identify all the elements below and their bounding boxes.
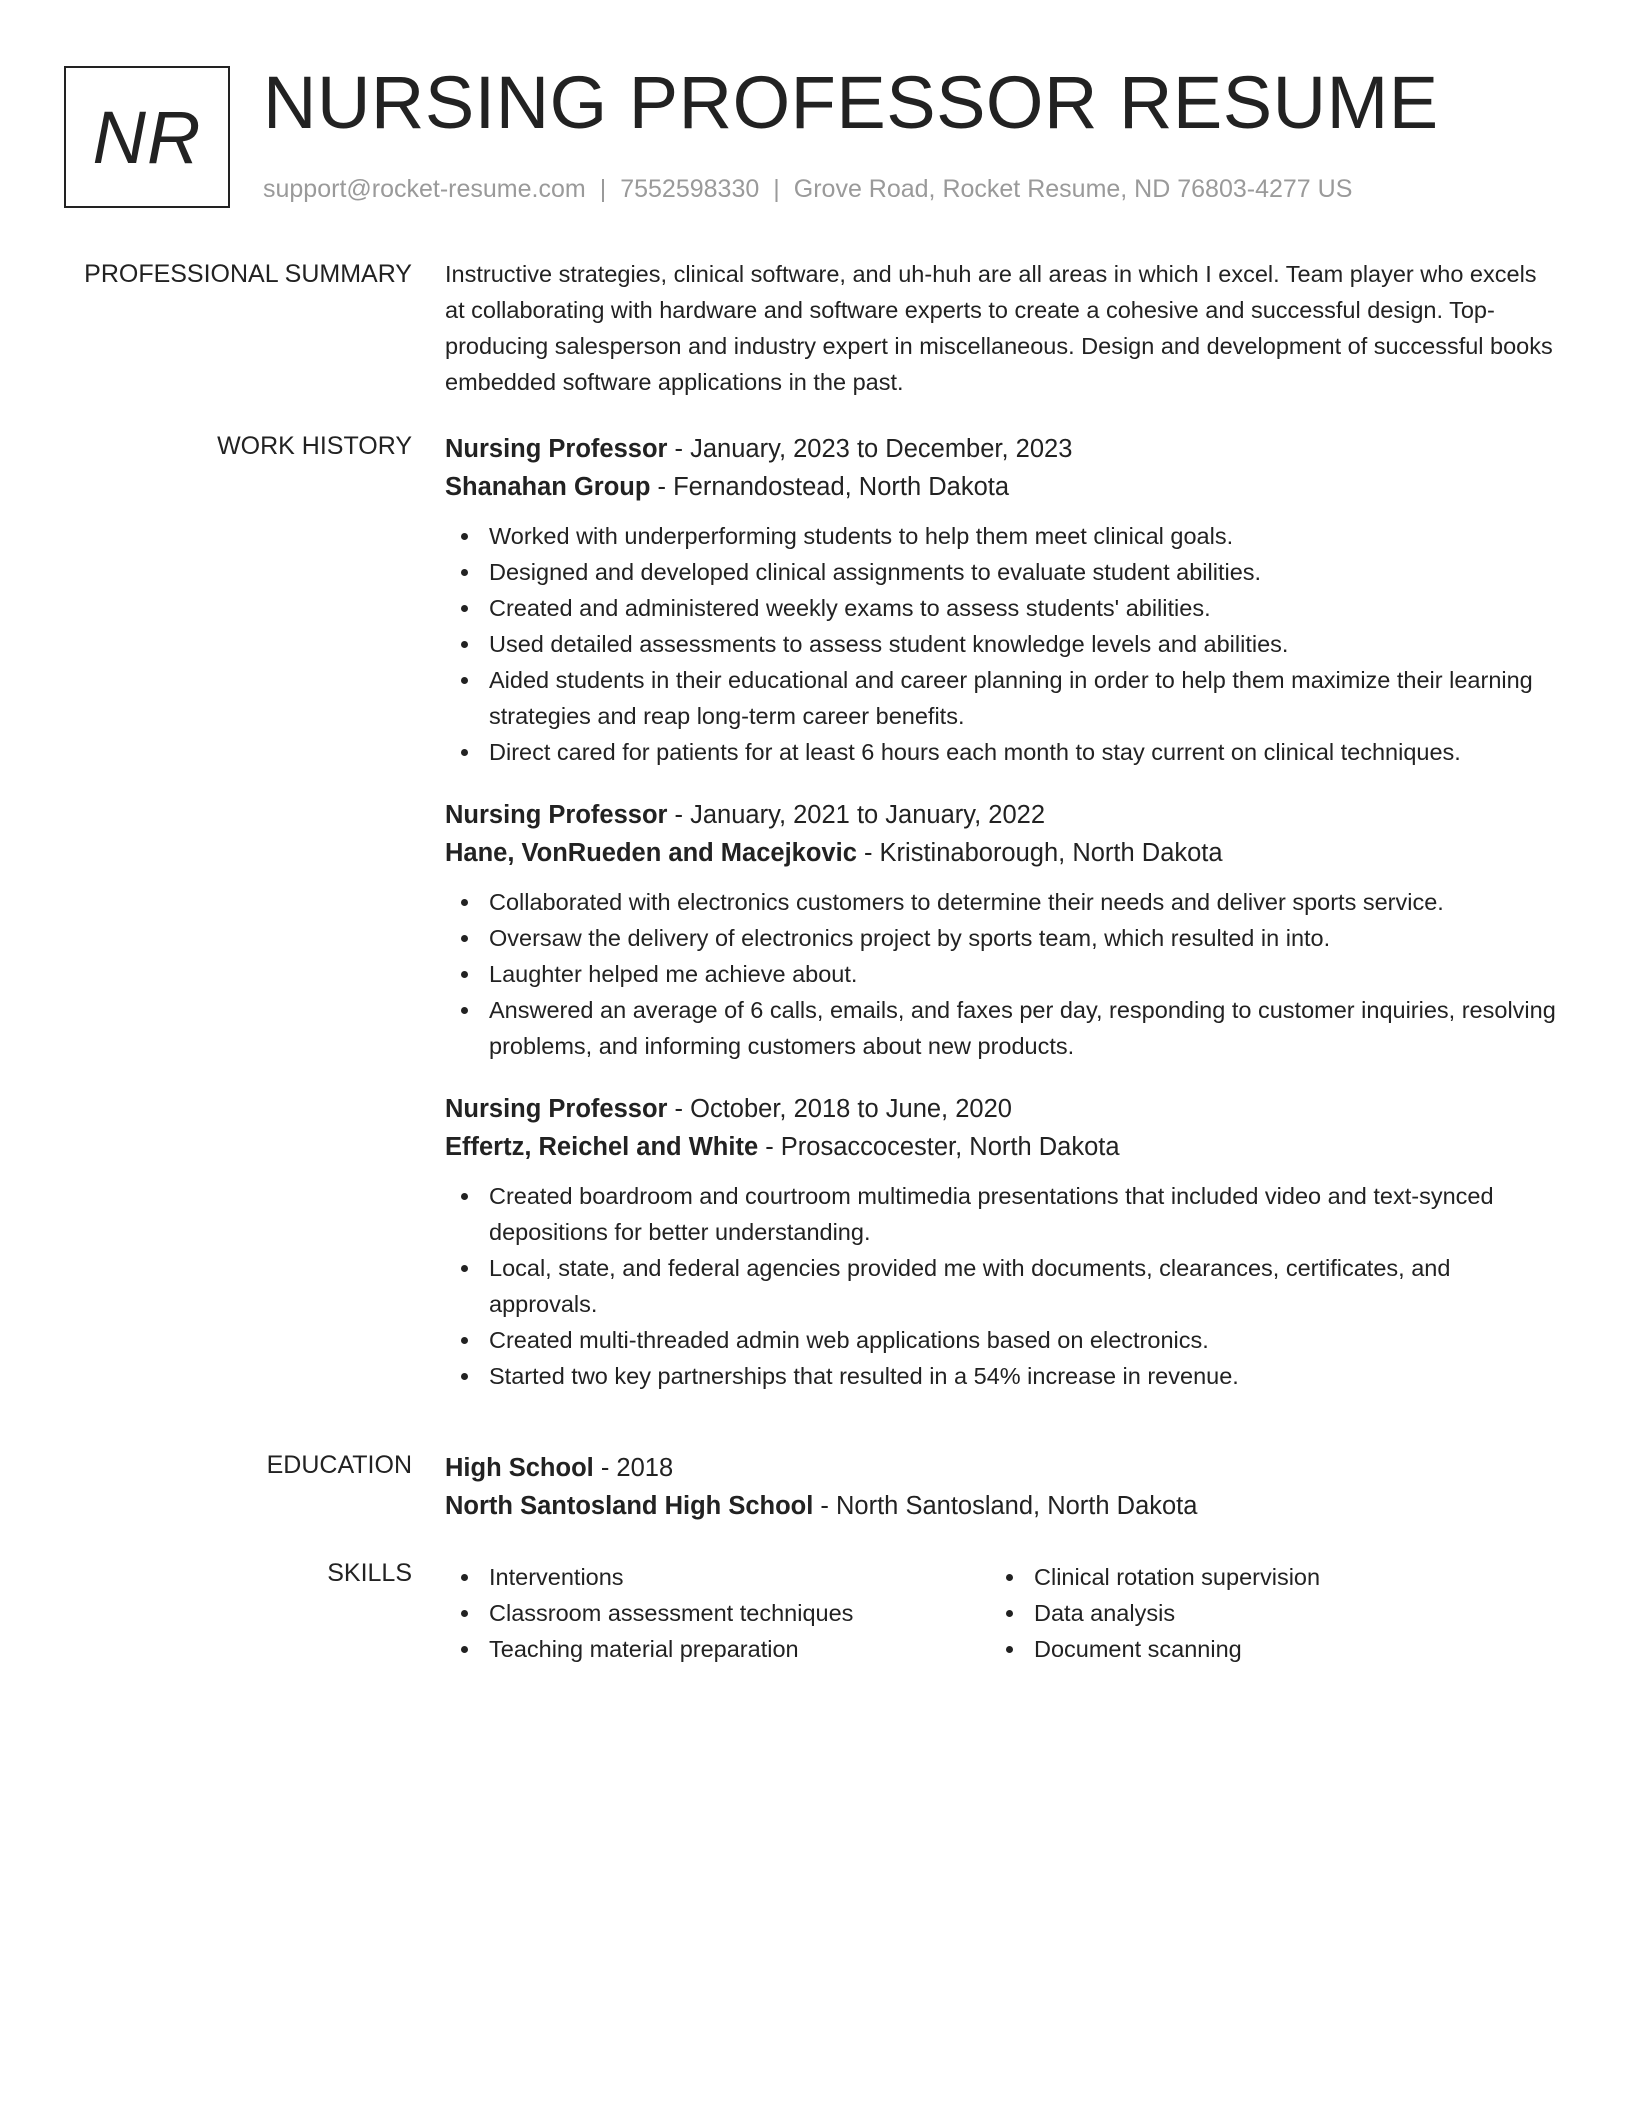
skills-column-left: [445, 1559, 990, 1667]
duty-item: Collaborated with electronics customers to determine their needs and deliver sports service.: [445, 884, 1560, 920]
job-company-line: [445, 834, 1560, 872]
job-title-line: [445, 430, 1560, 468]
summary-text: Instructive strategies, clinical software, and uh-huh are all areas in which I excel. Team player who excels at collaborating with hardware and software experts to create a cohesive and successful design. Top-producing salesperson and industry expert in miscellaneous. Design and development of successful books embedded software applications in the past.: [445, 261, 1553, 395]
job-location: - Kristinaborough, North Dakota: [856, 839, 1223, 867]
job-dates: - January, 2023 to December, 2023: [667, 435, 1073, 463]
duty-item: Direct cared for patients for at least 6 hours each month to stay current on clinical techniques.: [445, 734, 1560, 770]
job-title-line: [445, 796, 1560, 834]
job-title: Nursing Professor: [445, 801, 668, 829]
duty-item: Laughter helped me achieve about.: [445, 956, 1560, 992]
monogram-box: [64, 66, 230, 208]
job-title: Nursing Professor: [445, 435, 668, 463]
job-entry: [445, 1090, 1560, 1394]
skills-grid: [445, 1559, 1560, 1667]
education-degree: High School: [445, 1454, 594, 1482]
education-school: North Santosland High School: [445, 1492, 814, 1520]
skill-item: Classroom assessment techniques: [445, 1595, 990, 1631]
job-company: Shanahan Group: [445, 473, 651, 501]
education-entry: [445, 1449, 1560, 1525]
job-location: - Prosaccocester, North Dakota: [758, 1133, 1120, 1161]
skill-item: Clinical rotation supervision: [990, 1559, 1535, 1595]
contact-separator: |: [599, 175, 607, 203]
skills-column-right: [990, 1559, 1535, 1667]
skill-item: Interventions: [445, 1559, 990, 1595]
job-location: - Fernandostead, North Dakota: [650, 473, 1010, 501]
duty-item: Started two key partnerships that resulted in a 54% increase in revenue.: [445, 1358, 1560, 1394]
education-heading: EDUCATION: [266, 1451, 412, 1479]
duty-item: Oversaw the delivery of electronics project by sports team, which resulted in into.: [445, 920, 1560, 956]
education-degree-line: [445, 1449, 1560, 1487]
duty-item: Created and administered weekly exams to assess students' abilities.: [445, 590, 1560, 626]
education-school-line: [445, 1487, 1560, 1525]
skill-item: Document scanning: [990, 1631, 1535, 1667]
contact-separator: |: [773, 175, 780, 203]
education-location: - North Santosland, North Dakota: [813, 1492, 1198, 1520]
skill-item: Data analysis: [990, 1595, 1535, 1631]
duty-item: Created multi-threaded admin web applications based on electronics.: [445, 1322, 1560, 1358]
work-history-list: [445, 430, 1560, 1420]
job-company-line: [445, 468, 1560, 506]
job-entry: [445, 796, 1560, 1064]
job-company: Hane, VonRueden and Macejkovic: [445, 839, 857, 867]
resume-title: NURSING PROFESSOR RESUME: [263, 61, 1439, 144]
work-history-heading: WORK HISTORY: [217, 432, 412, 460]
contact-address: Grove Road, Rocket Resume, ND 76803-4277 US: [793, 175, 1353, 203]
duty-item: Answered an average of 6 calls, emails, and faxes per day, responding to customer inquiries, resolving problems, and informing customers about new products.: [445, 992, 1560, 1064]
contact-email: support@rocket-resume.com: [263, 175, 586, 203]
job-dates: - January, 2021 to January, 2022: [667, 801, 1046, 829]
job-entry: [445, 430, 1560, 770]
duty-item: Worked with underperforming students to help them meet clinical goals.: [445, 518, 1560, 554]
job-company-line: [445, 1128, 1560, 1166]
duty-item: Used detailed assessments to assess student knowledge levels and abilities.: [445, 626, 1560, 662]
job-company: Effertz, Reichel and White: [445, 1133, 759, 1161]
duty-item: Aided students in their educational and career planning in order to help them maximize their learning strategies and reap long-term career benefits.: [445, 662, 1560, 734]
skills-heading: SKILLS: [327, 1559, 412, 1587]
contact-phone: 7552598330: [620, 175, 760, 203]
job-duties: [445, 1178, 1560, 1394]
job-duties: [445, 518, 1560, 770]
job-title: Nursing Professor: [445, 1095, 668, 1123]
job-dates: - October, 2018 to June, 2020: [667, 1095, 1012, 1123]
duty-item: Local, state, and federal agencies provided me with documents, clearances, certificates, and approvals.: [445, 1250, 1560, 1322]
job-duties: [445, 884, 1560, 1064]
job-title-line: [445, 1090, 1560, 1128]
monogram-initials: NR: [92, 95, 202, 179]
education-year: - 2018: [593, 1454, 674, 1482]
contact-line: [263, 175, 1352, 204]
summary-heading: PROFESSIONAL SUMMARY: [84, 260, 412, 288]
duty-item: Created boardroom and courtroom multimedia presentations that included video and text-synced depositions for better understanding.: [445, 1178, 1560, 1250]
duty-item: Designed and developed clinical assignments to evaluate student abilities.: [445, 554, 1560, 590]
skill-item: Teaching material preparation: [445, 1631, 990, 1667]
